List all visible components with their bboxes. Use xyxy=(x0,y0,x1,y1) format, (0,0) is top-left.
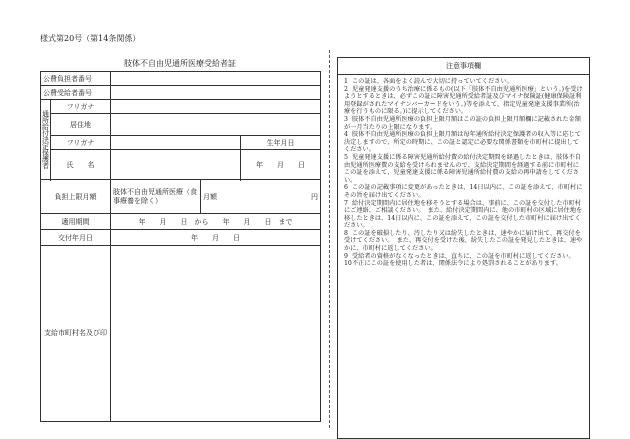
note-item xyxy=(344,260,584,268)
payer-number-row xyxy=(41,72,321,86)
fold-line xyxy=(329,50,330,428)
payer-number-value[interactable] xyxy=(111,72,321,86)
issue-date-label: 交付年月日 xyxy=(41,230,111,246)
note-number: 9 xyxy=(344,252,348,260)
monthly-label: 月額 xyxy=(203,192,217,201)
note-number: 10 xyxy=(344,260,352,268)
note-text: この証は、各面をよく読んで大切に持っていてください。 xyxy=(352,78,513,85)
payer-number-label: 公費負担者番号 xyxy=(41,72,111,86)
notes-list xyxy=(338,75,589,268)
note-item xyxy=(344,184,584,199)
period-value: 年 月 日 から 年 月 日 まで xyxy=(111,214,321,230)
note-number: 3 xyxy=(344,115,348,123)
note-text: 肢体不自由児通所医療の負担上限月額はこの証の負担上限月額欄に記載された金額が一月当たりの上限になります。 xyxy=(344,115,581,131)
note-number: 2 xyxy=(344,85,348,93)
birthdate-label: 生年月日 xyxy=(241,136,321,150)
yen-label: 円 xyxy=(311,192,319,201)
monthly-cap-cell[interactable] xyxy=(201,180,321,214)
notes-panel xyxy=(337,57,590,439)
notes-title: 注意事項欄 xyxy=(338,58,589,75)
certificate-table xyxy=(40,71,321,422)
name-label: 氏 名 xyxy=(51,150,111,180)
note-item xyxy=(344,154,584,184)
issue-date-value: 年 月 日 xyxy=(111,230,321,246)
note-number: 4 xyxy=(344,131,348,139)
guardian-side-label: 通所給付決定保護者 xyxy=(41,100,51,180)
note-item xyxy=(344,200,584,230)
certificate-title: 肢体不自由児通所医療受給者証 xyxy=(124,59,236,68)
note-text: 児童発達支援に係る障害児通所給付費の給付決定期間を経過したときは、肢体不自由児通所医療費の支給を受けられませんので、支給決定期間を経過する前に市町村にこの証を添えて、児童発達支援に係る障害児通所給付費の支給の再申請をしてください。 xyxy=(344,153,581,184)
burden-cap-label: 負担上限月額 xyxy=(41,180,111,214)
form-number-label: 様式第20号（第14条関係） xyxy=(40,34,141,43)
note-text: 肢体不自由児通所医療の負担上限月額は毎年通所給付決定保護者の収入等に応じて決定しますので、所定の時期に、この証と認定に必要な関係書類を市町村に提出してください。 xyxy=(344,131,581,154)
note-text: 児童発達支援のうち治療に係るもの(以下「肢体不自由児通所医療」という。)を受けようとするときは、必ずこの証に障害児通所受給者証及びマイナ保険証(健康保険証利用登録がされたマイナンバーカードをいう。)等を添えて、指定児童発達支援事業所(治療を行うものに限る。)に提示してください。 xyxy=(344,85,583,116)
furigana-value-1[interactable] xyxy=(111,100,321,114)
note-item xyxy=(344,78,584,86)
address-value[interactable] xyxy=(111,114,321,136)
note-item xyxy=(344,230,584,253)
municipality-label-text: 支給市町村名及び印 xyxy=(44,329,107,337)
medical-category-label: 肢体不自由児通所医療（食事療養を除く） xyxy=(111,180,201,214)
furigana-label-2: フリガナ xyxy=(51,136,111,150)
name-value[interactable] xyxy=(111,150,241,180)
note-item xyxy=(344,86,584,116)
note-text: この証を破損したり、汚したり又は紛失したときは、速やかに届け出て、再交付を受けてください。 また、再交付を受けた後、紛失したこの証を発見したときは、速やかに、市町村に返してください。 xyxy=(344,229,583,253)
note-number: 6 xyxy=(344,184,348,192)
address-label: 居住地 xyxy=(51,114,111,136)
note-number: 8 xyxy=(344,229,348,237)
municipality-label xyxy=(41,246,111,422)
note-text: 給付決定期間内に居住地を移そうとする場合は、事前に、この証を交付した市町村にご連絡、ご相談ください。 また、給付決定期間内に、他の市町村の区域に居住地を移したときは、14日以内に、この証を添えて、この証を交付した市町村に届け出てください。 xyxy=(344,199,583,230)
recipient-number-row xyxy=(41,86,321,100)
note-text: この証の記載事項に変更があったときは、14日以内に、この証を添えて、市町村にその旨を届け出てください。 xyxy=(344,184,583,199)
note-item xyxy=(344,116,584,131)
note-number: 5 xyxy=(344,153,348,161)
recipient-number-label: 公費受給者番号 xyxy=(41,86,111,100)
period-label: 適用期間 xyxy=(41,214,111,230)
note-number: 1 xyxy=(344,78,348,85)
note-text: 不正にこの証を使用した者は、関係法令により処罰されることがあります。 xyxy=(352,260,562,268)
birthdate-value: 年 月 日 xyxy=(241,150,321,180)
note-item xyxy=(344,131,584,154)
note-number: 7 xyxy=(344,199,348,207)
furigana-value-2[interactable] xyxy=(111,136,241,150)
recipient-number-value[interactable] xyxy=(111,86,321,100)
note-text: 受給者の資格がなくなったときは、直ちに、この証を市町村に返してください。 xyxy=(352,252,575,260)
furigana-label-1: フリガナ xyxy=(51,100,111,114)
municipality-seal-area[interactable] xyxy=(111,246,321,422)
